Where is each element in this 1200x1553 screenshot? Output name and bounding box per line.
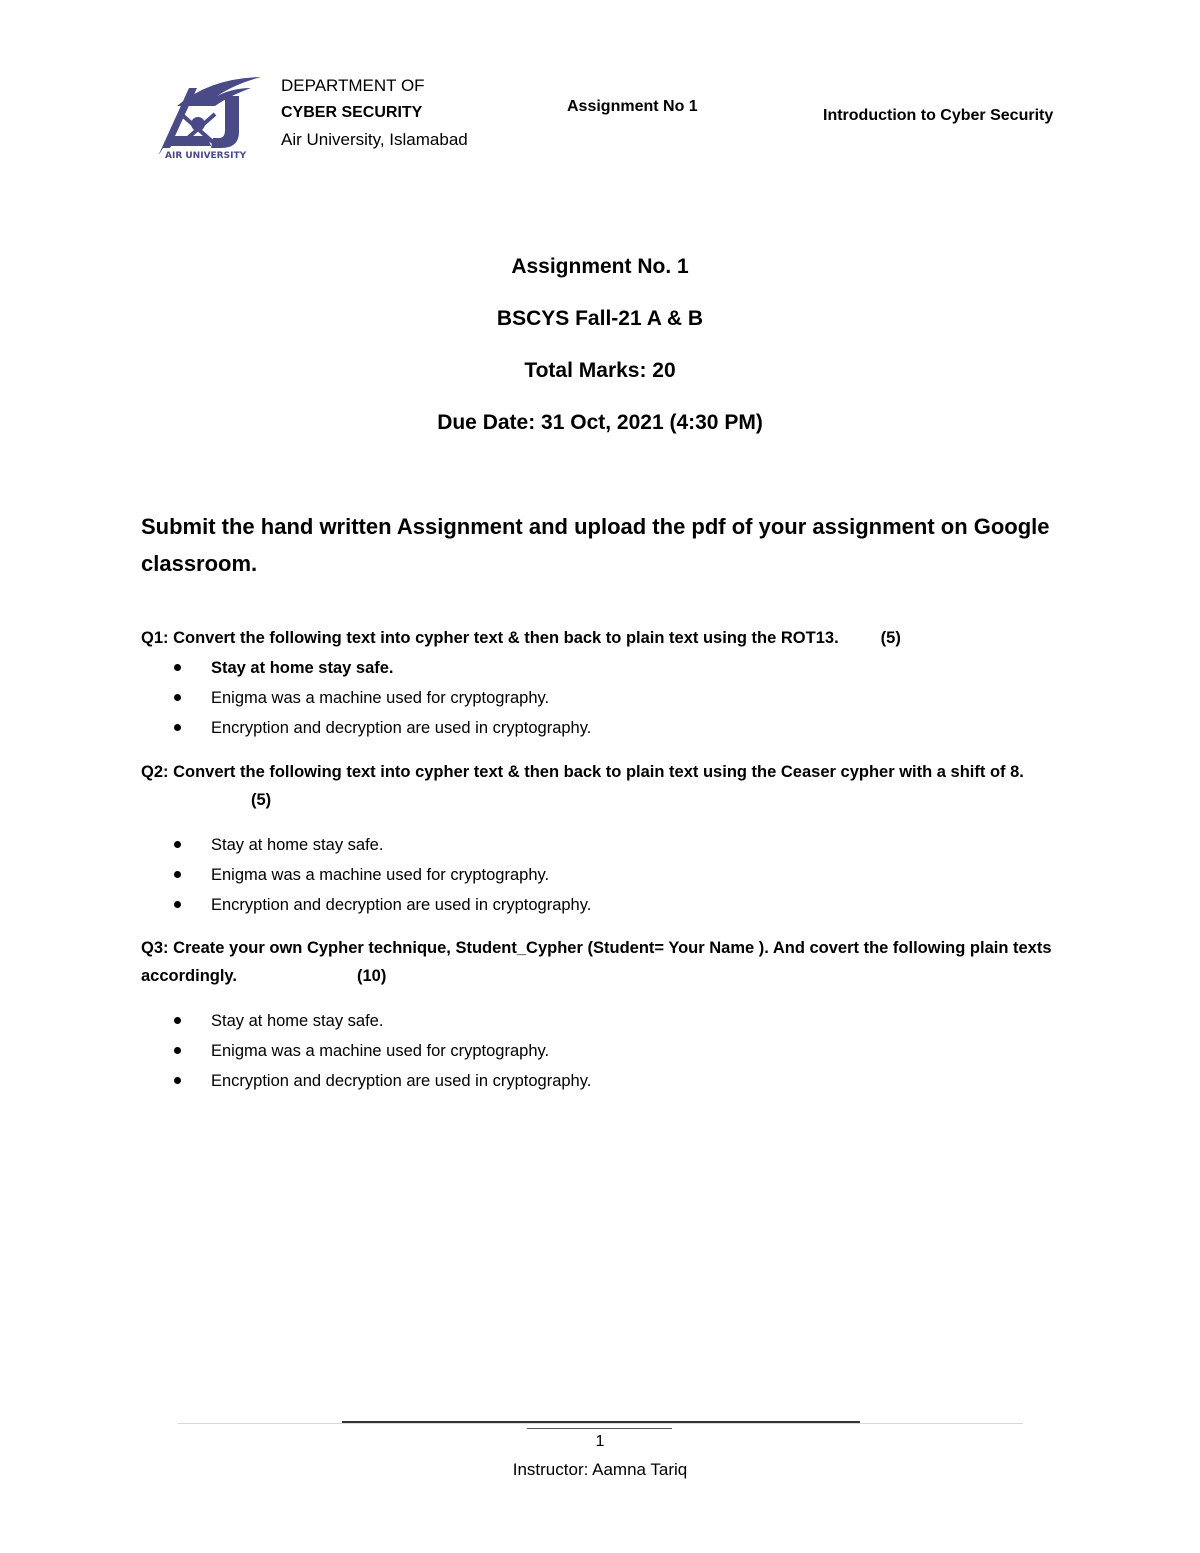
- list-item: [170, 653, 591, 683]
- bullet-icon: [174, 694, 181, 701]
- list-item: [170, 713, 591, 743]
- question-1: [141, 624, 1061, 652]
- bullet-icon: [174, 1047, 181, 1054]
- bullet-icon: [174, 841, 181, 848]
- bullet-icon: [174, 901, 181, 908]
- department-line-1: DEPARTMENT OF: [281, 76, 425, 95]
- question-2-marks: (5): [251, 791, 272, 809]
- question-2-list: [170, 830, 591, 920]
- list-item: [170, 860, 591, 890]
- bullet-icon: [174, 664, 181, 671]
- list-item-text: Encryption and decryption are used in cryptography.: [211, 896, 592, 914]
- question-2-text: Q2: Convert the following text into cypher text & then back to plain text using the Ceaser cypher with a shift of 8.: [141, 763, 1024, 781]
- header-assignment-label: Assignment No 1: [567, 98, 698, 115]
- bullet-icon: [174, 1017, 181, 1024]
- submission-instructions: Submit the hand written Assignment and upload the pdf of your assignment on Google classroom.: [141, 514, 1050, 576]
- question-1-list: [170, 653, 591, 743]
- bullet-icon: [174, 1077, 181, 1084]
- department-block: [281, 72, 468, 153]
- list-item: [170, 1066, 591, 1096]
- bullet-icon: [174, 724, 181, 731]
- due-date: Due Date: 31 Oct, 2021 (4:30 PM): [437, 411, 763, 434]
- department-line-3: Air University, Islamabad: [281, 130, 468, 149]
- list-item-text: Enigma was a machine used for cryptography.: [211, 866, 550, 884]
- footer-divider-dark: [342, 1421, 860, 1423]
- list-item-text: Stay at home stay safe.: [211, 1012, 384, 1030]
- air-university-logo-icon: [155, 74, 265, 162]
- department-line-2: CYBER SECURITY: [281, 104, 423, 121]
- header-course-label: Introduction to Cyber Security: [823, 107, 1054, 124]
- instructor-name: Instructor: Aamna Tariq: [512, 1460, 688, 1479]
- list-item-text: Encryption and decryption are used in cryptography.: [211, 1072, 592, 1090]
- list-item-text: Stay at home stay safe.: [211, 836, 384, 854]
- question-3-list: [170, 1006, 591, 1096]
- question-1-marks: (5): [880, 629, 901, 647]
- list-item: [170, 1036, 591, 1066]
- title-block: [0, 252, 1200, 460]
- list-item-text: Enigma was a machine used for cryptography.: [211, 689, 550, 707]
- list-item: [170, 830, 591, 860]
- list-item-text: Stay at home stay safe.: [211, 659, 394, 677]
- footer-divider: [178, 1423, 1023, 1424]
- total-marks: Total Marks: 20: [524, 359, 676, 382]
- question-3-marks: (10): [356, 967, 387, 985]
- list-item-text: Enigma was a machine used for cryptography.: [211, 1042, 550, 1060]
- question-3-text: Q3: Create your own Cypher technique, Student_Cypher (Student= Your Name ). And covert the following plain texts accordingly.: [141, 939, 1052, 985]
- logo-text: AIR UNIVERSITY: [165, 151, 247, 161]
- list-item-text: Encryption and decryption are used in cryptography.: [211, 719, 592, 737]
- air-university-logo: [155, 74, 265, 162]
- list-item: [170, 1006, 591, 1036]
- question-1-text: Q1: Convert the following text into cypher text & then back to plain text using the ROT13.: [141, 629, 839, 647]
- footer-divider-short: [527, 1428, 672, 1429]
- question-2: [141, 758, 1061, 814]
- bullet-icon: [174, 871, 181, 878]
- program-title: BSCYS Fall-21 A & B: [496, 307, 704, 330]
- assignment-title: Assignment No. 1: [511, 255, 689, 278]
- question-3: [141, 934, 1061, 990]
- list-item: [170, 890, 591, 920]
- page-number: 1: [595, 1433, 605, 1450]
- list-item: [170, 683, 591, 713]
